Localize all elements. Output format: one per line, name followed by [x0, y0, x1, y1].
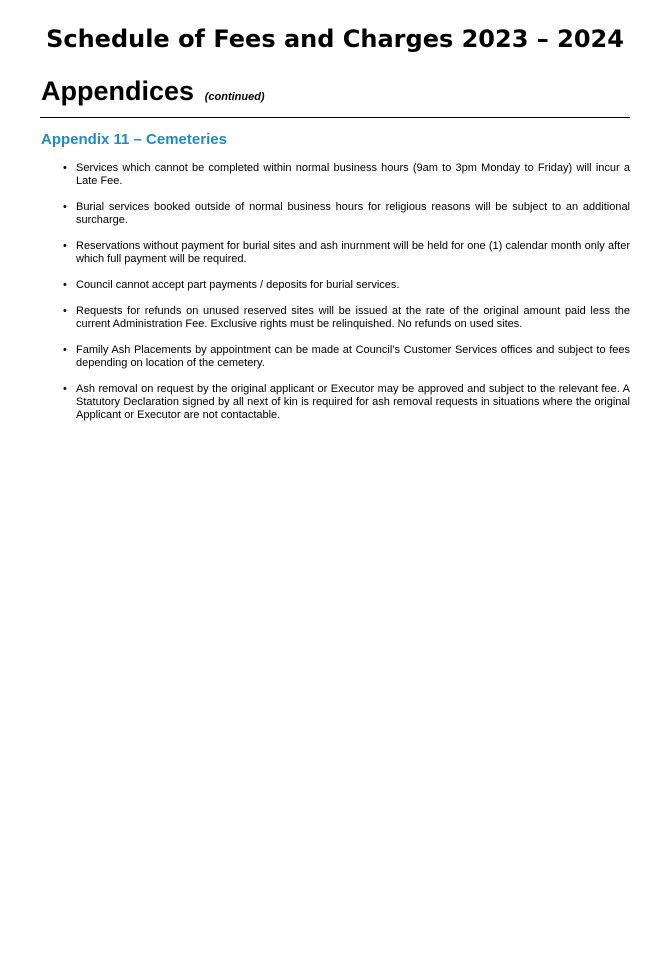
list-item-text: Requests for refunds on unused reserved sites will be issued at the rate of the original amount paid less the current Administration Fee. Exclusive rights must be relinquished. No refunds on used sites.: [76, 305, 630, 330]
list-item: [63, 279, 630, 292]
list-item: [63, 383, 630, 422]
bullet-icon: •: [63, 162, 67, 174]
bullet-icon: •: [63, 201, 67, 213]
horizontal-divider: [40, 117, 630, 118]
appendix-title: Appendix 11 – Cemeteries: [41, 131, 227, 148]
bullet-icon: •: [63, 383, 67, 395]
bullet-list: [63, 162, 630, 435]
list-item-text: Reservations without payment for burial sites and ash inurnment will be held for one (1) calendar month only after which full payment will be required.: [76, 240, 630, 265]
section-heading: [41, 74, 265, 108]
list-item: [63, 305, 630, 331]
list-item-text: Services which cannot be completed within normal business hours (9am to 3pm Monday to Friday) will incur a Late Fee.: [76, 162, 630, 187]
section-heading-continued: (continued): [204, 91, 265, 103]
list-item-text: Burial services booked outside of normal business hours for religious reasons will be subject to an additional surcharge.: [76, 201, 630, 226]
bullet-icon: •: [63, 279, 67, 291]
document-title: Schedule of Fees and Charges 2023 – 2024: [46, 25, 624, 53]
bullet-icon: •: [63, 305, 67, 317]
list-item: [63, 240, 630, 266]
list-item: [63, 344, 630, 370]
list-item-text: Ash removal on request by the original applicant or Executor may be approved and subject to the relevant fee. A Statutory Declaration signed by all next of kin is required for ash removal requests in situations where the original Applicant or Executor are not contactable.: [76, 383, 630, 421]
list-item-text: Family Ash Placements by appointment can be made at Council’s Customer Services offices and subject to fees depending on location of the cemetery.: [76, 344, 630, 369]
list-item: [63, 162, 630, 188]
bullet-icon: •: [63, 240, 67, 252]
bullet-icon: •: [63, 344, 67, 356]
list-item-text: Council cannot accept part payments / deposits for burial services.: [76, 279, 400, 291]
list-item: [63, 201, 630, 227]
section-heading-text: Appendices: [41, 76, 195, 106]
